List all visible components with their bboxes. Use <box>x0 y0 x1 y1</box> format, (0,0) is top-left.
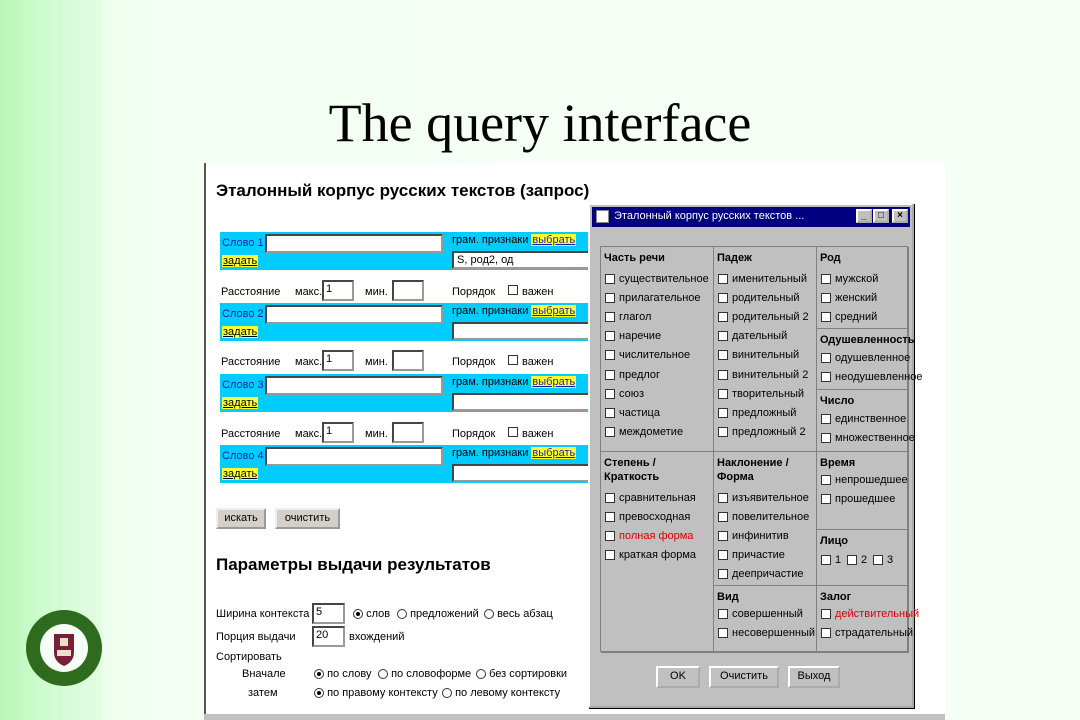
person-option: 1 <box>835 554 842 566</box>
portion-unit: вхождений <box>349 631 405 643</box>
checkbox[interactable] <box>605 350 615 360</box>
mood-title: Наклонение / Форма <box>717 457 789 483</box>
dialog-title: Эталонный корпус русских текстов ... <box>614 210 805 222</box>
sort-left-context-radio[interactable] <box>442 688 452 698</box>
checkbox[interactable] <box>718 512 728 522</box>
gender-panel <box>817 247 909 329</box>
checkbox[interactable] <box>821 555 831 565</box>
university-of-leeds-logo <box>24 608 104 688</box>
checkbox[interactable] <box>821 274 831 284</box>
sort-first-label: Вначале <box>242 668 286 680</box>
gender-title: Род <box>820 252 841 264</box>
distance-label: Расстояние <box>221 356 281 368</box>
checkbox[interactable] <box>821 475 831 485</box>
mood-option: изъявительное <box>732 492 809 504</box>
pos-title: Часть речи <box>604 252 665 264</box>
checkbox[interactable] <box>605 389 615 399</box>
checkbox[interactable] <box>718 628 728 638</box>
minimize-icon[interactable]: _ <box>856 209 872 223</box>
pos-panel <box>601 247 714 452</box>
choose-gram-link[interactable]: выбрать <box>532 447 576 459</box>
checkbox[interactable] <box>605 512 615 522</box>
context-unit-label: предложений <box>410 608 479 620</box>
context-paragraph-radio[interactable] <box>484 609 494 619</box>
distance-label: Расстояние <box>221 286 281 298</box>
animacy-panel <box>817 329 923 390</box>
close-icon[interactable]: × <box>892 209 908 223</box>
max-distance-input[interactable]: 1 <box>322 422 354 443</box>
checkbox[interactable] <box>605 408 615 418</box>
page-title: Эталонный корпус русских текстов (запрос) <box>216 181 590 200</box>
checkbox[interactable] <box>718 427 728 437</box>
degree-option: полная форма <box>619 530 694 542</box>
voice-panel <box>817 586 920 653</box>
case-option: предложный 2 <box>732 426 806 438</box>
context-unit-label: слов <box>366 608 391 620</box>
degree-title: Степень / Краткость <box>604 457 660 483</box>
number-title: Число <box>820 395 855 407</box>
important-label: важен <box>522 286 554 298</box>
pos-option: союз <box>619 388 645 400</box>
voice-title: Залог <box>820 591 852 603</box>
checkbox[interactable] <box>718 389 728 399</box>
pos-option: прилагательное <box>619 292 701 304</box>
sort-option-label: по слову <box>327 668 372 680</box>
portion-label: Порция выдачи <box>216 631 296 643</box>
checkbox[interactable] <box>718 370 728 380</box>
order-label: Порядок <box>452 286 496 298</box>
important-label: важен <box>522 428 554 440</box>
max-label: макс. <box>295 286 323 298</box>
checkbox[interactable] <box>718 609 728 619</box>
checkbox[interactable] <box>605 331 615 341</box>
sort-by-word-radio[interactable] <box>314 669 324 679</box>
dialog-titlebar[interactable] <box>592 207 910 227</box>
app-icon <box>596 210 609 223</box>
query-row-4 <box>220 445 592 483</box>
window-bottom-edge <box>204 714 945 720</box>
case-panel <box>714 247 817 452</box>
case-option: родительный <box>732 292 800 304</box>
sort-option-label: по правому контексту <box>327 687 438 699</box>
order-important-checkbox[interactable] <box>508 427 518 437</box>
dialog-clear-button[interactable]: Очистить <box>709 666 779 688</box>
sort-then-label: затем <box>248 687 278 699</box>
checkbox[interactable] <box>821 293 831 303</box>
checkbox[interactable] <box>718 293 728 303</box>
word-label: Слово 4 <box>222 450 264 462</box>
checkbox[interactable] <box>605 550 615 560</box>
degree-option: превосходная <box>619 511 691 523</box>
checkbox[interactable] <box>718 350 728 360</box>
mood-option: инфинитив <box>732 530 789 542</box>
set-word-link[interactable]: задать <box>223 255 258 267</box>
sort-option-label: без сортировки <box>489 668 568 680</box>
animacy-option: неодушевленное <box>835 371 923 383</box>
case-option: именительный <box>732 273 807 285</box>
choose-gram-link[interactable]: выбрать <box>532 305 576 317</box>
mood-option: деепричастие <box>732 568 804 580</box>
sort-option-label: по словоформе <box>391 668 472 680</box>
context-width-label: Ширина контекста <box>216 608 310 620</box>
set-word-link[interactable]: задать <box>223 326 258 338</box>
checkbox[interactable] <box>718 493 728 503</box>
person-title: Лицо <box>820 535 848 547</box>
gram-label: грам. признаки <box>452 305 529 317</box>
checkbox[interactable] <box>821 353 831 363</box>
gender-option: средний <box>835 311 878 323</box>
max-label: макс. <box>295 356 323 368</box>
min-label: мин. <box>365 286 388 298</box>
checkbox[interactable] <box>605 293 615 303</box>
pos-option: глагол <box>619 311 652 323</box>
tense-title: Время <box>820 457 856 469</box>
degree-option: сравнительная <box>619 492 696 504</box>
max-label: макс. <box>295 428 323 440</box>
tense-option: прошедшее <box>835 493 896 505</box>
aspect-title: Вид <box>717 591 739 603</box>
word-input[interactable] <box>265 234 443 253</box>
choose-gram-link[interactable]: выбрать <box>532 234 576 246</box>
gram-features-input[interactable] <box>452 322 592 340</box>
clear-button[interactable]: очистить <box>275 508 340 529</box>
pos-option: наречие <box>619 330 662 342</box>
voice-option: действительный <box>835 608 920 620</box>
set-word-link[interactable]: задать <box>223 468 258 480</box>
context-unit-label: весь абзац <box>497 608 553 620</box>
query-row-1 <box>220 232 592 270</box>
checkbox[interactable] <box>718 312 728 322</box>
gram-features-input[interactable] <box>452 393 592 411</box>
checkbox[interactable] <box>821 312 831 322</box>
case-option: родительный 2 <box>732 311 809 323</box>
context-sentences-radio[interactable] <box>397 609 407 619</box>
search-button[interactable]: искать <box>216 508 266 529</box>
query-row-2 <box>220 303 592 341</box>
person-option: 2 <box>861 554 868 566</box>
word-input[interactable] <box>265 376 443 395</box>
word-input[interactable] <box>265 447 443 466</box>
distance-row-1 <box>220 277 592 305</box>
grammar-features-dialog <box>588 203 923 708</box>
checkbox[interactable] <box>605 370 615 380</box>
gram-label: грам. признаки <box>452 234 529 246</box>
checkbox[interactable] <box>605 427 615 437</box>
checkbox[interactable] <box>821 494 831 504</box>
sort-label: Сортировать <box>216 651 282 663</box>
no-sort-radio[interactable] <box>476 669 486 679</box>
max-distance-input[interactable]: 1 <box>322 280 354 301</box>
checkbox[interactable] <box>718 274 728 284</box>
number-option: единственное <box>835 413 907 425</box>
min-label: мин. <box>365 356 388 368</box>
aspect-option: несовершенный <box>732 627 816 639</box>
results-params-title: Параметры выдачи результатов <box>216 555 491 574</box>
distance-row-2 <box>220 347 592 375</box>
important-label: важен <box>522 356 554 368</box>
min-label: мин. <box>365 428 388 440</box>
gram-features-input[interactable]: S, род2, од <box>452 251 592 269</box>
degree-panel <box>601 452 714 653</box>
context-words-radio[interactable] <box>353 609 363 619</box>
context-width-input[interactable]: 5 <box>312 603 345 624</box>
checkbox[interactable] <box>605 312 615 322</box>
checkbox[interactable] <box>605 531 615 541</box>
pos-option: числительное <box>619 349 691 361</box>
checkbox[interactable] <box>873 555 883 565</box>
gram-features-input[interactable] <box>452 464 592 482</box>
aspect-panel <box>714 586 817 653</box>
case-option: творительный <box>732 388 805 400</box>
portion-input[interactable]: 20 <box>312 626 345 647</box>
tense-panel <box>817 452 909 530</box>
person-option: 3 <box>887 554 894 566</box>
mood-panel <box>714 452 817 586</box>
order-label: Порядок <box>452 356 496 368</box>
case-option: дательный <box>732 330 788 342</box>
sort-right-context-radio[interactable] <box>314 688 324 698</box>
checkbox[interactable] <box>821 414 831 424</box>
animacy-title: Одушевленность <box>820 334 915 346</box>
checkbox[interactable] <box>718 408 728 418</box>
word-label: Слово 2 <box>222 308 264 320</box>
checkbox[interactable] <box>605 493 615 503</box>
gram-cell <box>450 445 592 483</box>
tense-option: непрошедшее <box>835 474 908 486</box>
word-label: Слово 3 <box>222 379 264 391</box>
checkbox[interactable] <box>718 531 728 541</box>
gram-cell <box>450 303 592 341</box>
slide-title: The query interface <box>328 93 752 153</box>
checkbox[interactable] <box>718 569 728 579</box>
checkbox[interactable] <box>821 372 831 382</box>
gender-option: женский <box>835 292 878 304</box>
number-option: множественное <box>835 432 915 444</box>
checkbox[interactable] <box>821 609 831 619</box>
aspect-option: совершенный <box>732 608 803 620</box>
checkbox[interactable] <box>821 433 831 443</box>
distance-label: Расстояние <box>221 428 281 440</box>
order-important-checkbox[interactable] <box>508 355 518 365</box>
min-distance-input[interactable] <box>392 422 424 443</box>
sort-option-label: по левому контексту <box>455 687 561 699</box>
gram-label: грам. признаки <box>452 376 529 388</box>
gram-cell <box>450 374 592 412</box>
pos-option: частица <box>619 407 660 419</box>
features-grid <box>600 246 923 652</box>
min-distance-input[interactable] <box>392 350 424 371</box>
case-option: предложный <box>732 407 797 419</box>
order-important-checkbox[interactable] <box>508 285 518 295</box>
gram-cell <box>450 232 592 270</box>
min-distance-input[interactable] <box>392 280 424 301</box>
max-distance-input[interactable]: 1 <box>322 350 354 371</box>
ok-button[interactable]: OK <box>656 666 700 688</box>
choose-gram-link[interactable]: выбрать <box>532 376 576 388</box>
set-word-link[interactable]: задать <box>223 397 258 409</box>
case-option: винительный <box>732 349 800 361</box>
word-label: Слово 1 <box>222 237 264 249</box>
pos-option: междометие <box>619 426 684 438</box>
distance-row-3 <box>220 419 592 447</box>
gram-label: грам. признаки <box>452 447 529 459</box>
number-panel <box>817 390 915 452</box>
word-input[interactable] <box>265 305 443 324</box>
query-row-3 <box>220 374 592 412</box>
pos-option: существительное <box>619 273 709 285</box>
case-option: винительный 2 <box>732 369 809 381</box>
degree-option: краткая форма <box>619 549 696 561</box>
case-title: Падеж <box>717 252 752 264</box>
order-label: Порядок <box>452 428 496 440</box>
mood-option: причастие <box>732 549 785 561</box>
sort-by-wordform-radio[interactable] <box>378 669 388 679</box>
checkbox[interactable] <box>821 628 831 638</box>
voice-option: страдательный <box>835 627 914 639</box>
person-panel <box>817 530 909 586</box>
checkbox[interactable] <box>847 555 857 565</box>
checkbox[interactable] <box>718 331 728 341</box>
mood-option: повелительное <box>732 511 810 523</box>
maximize-icon[interactable]: □ <box>873 209 889 223</box>
checkbox[interactable] <box>605 274 615 284</box>
pos-option: предлог <box>619 369 661 381</box>
animacy-option: одушевленное <box>835 352 911 364</box>
gender-option: мужской <box>835 273 879 285</box>
exit-button[interactable]: Выход <box>788 666 840 688</box>
checkbox[interactable] <box>718 550 728 560</box>
